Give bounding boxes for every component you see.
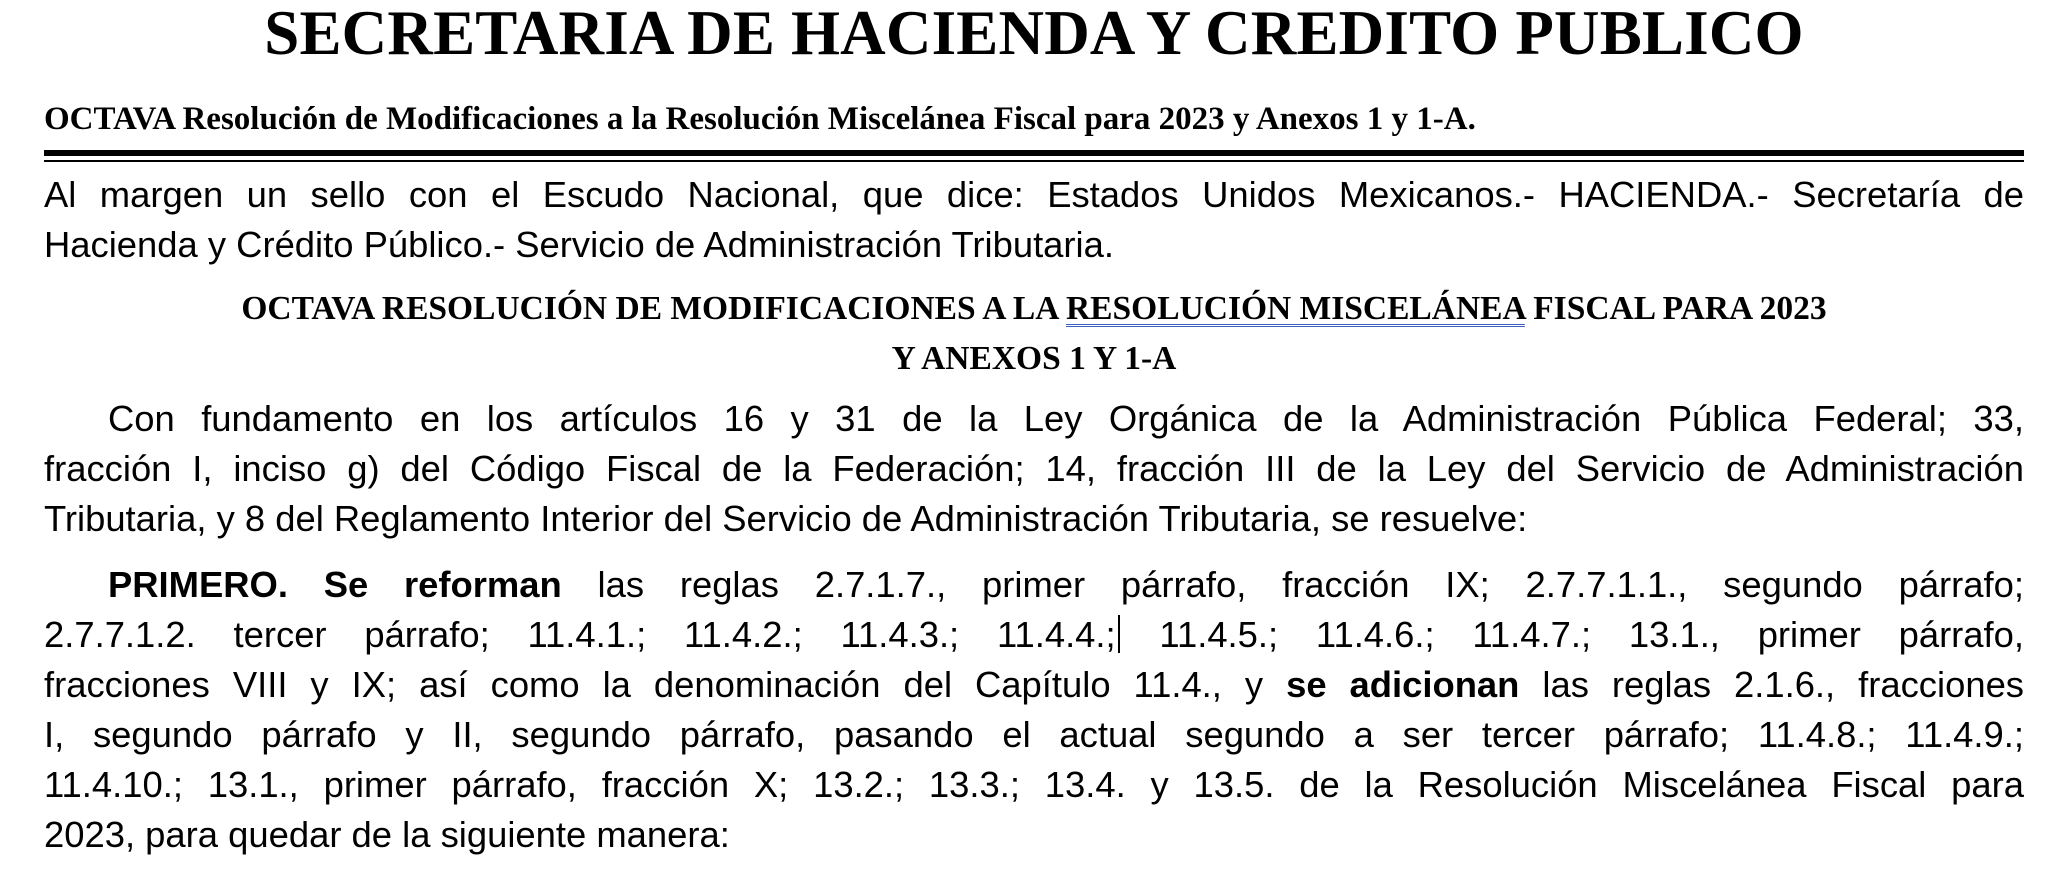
divider-thin [44, 160, 2024, 162]
paragraph-line: I, segundo párrafo y II, segundo párrafo, pasando el actual segundo a ser tercer párrafo; 11.4.8.; 11.4.9.; [44, 714, 2024, 755]
resolution-title-line: Y ANEXOS 1 Y 1-A [891, 340, 1177, 377]
margin-note-line: Hacienda y Crédito Público.- Servicio de Administración Tributaria. [44, 224, 1114, 265]
paragraph-line: 2023, para quedar de la siguiente manera: [44, 814, 730, 855]
resolution-title-line: OCTAVA RESOLUCIÓN DE MODIFICACIONES A LA RESOLUCIÓN MISCELÁNEA FISCAL PARA 2023 [241, 290, 1827, 327]
article-label: PRIMERO. [108, 564, 288, 605]
resolution-title [44, 284, 2024, 384]
paragraph-line: 2.7.7.1.2. tercer párrafo; 11.4.1.; 11.4.2.; 11.4.3.; 11.4.4.; 11.4.5.; 11.4.6.; 11.4.7.; 13.1., primer párrafo, [44, 614, 2025, 655]
paragraph-line: 11.4.10.; 13.1., primer párrafo, fracción X; 13.2.; 13.3.; 13.4. y 13.5. de la Resolución Miscelánea Fiscal para [44, 764, 2024, 805]
paragraph-line: fracciones VIII y IX; así como la denominación del Capítulo 11.4., y se adicionan las reglas 2.1.6., fracciones [44, 664, 2024, 705]
divider-thick [44, 150, 2024, 156]
verb-adicionan: se adicionan [1286, 664, 1520, 705]
paragraph-line: PRIMERO. Se reforman las reglas 2.7.1.7., primer párrafo, fracción IX; 2.7.7.1.1., segundo párrafo; [108, 564, 2024, 605]
margin-note [44, 170, 2024, 270]
paragraph-line: fracción I, inciso g) del Código Fiscal de la Federación; 14, fracción III de la Ley del Servicio de Administración [44, 448, 2024, 489]
preamble-paragraph [44, 394, 2024, 544]
underlined-phrase: RESOLUCIÓN MISCELÁNEA [1065, 290, 1525, 327]
agency-heading: SECRETARIA DE HACIENDA Y CREDITO PUBLICO [264, 0, 1804, 68]
paragraph-line: Tributaria, y 8 del Reglamento Interior del Servicio de Administración Tributaria, se resuelve: [44, 498, 1528, 539]
margin-note-line: Al margen un sello con el Escudo Nacional, que dice: Estados Unidos Mexicanos.- HACIENDA.- Secretaría de [44, 174, 2024, 215]
publication-subtitle: OCTAVA Resolución de Modificaciones a la Resolución Miscelánea Fiscal para 2023 y Anexos 1 y 1-A. [44, 101, 1476, 137]
paragraph-line: Con fundamento en los artículos 16 y 31 de la Ley Orgánica de la Administración Pública Federal; 33, [108, 398, 2024, 439]
text-cursor [1118, 615, 1120, 653]
primero-paragraph [44, 560, 2024, 860]
verb-reforman: Se reforman [323, 564, 562, 605]
